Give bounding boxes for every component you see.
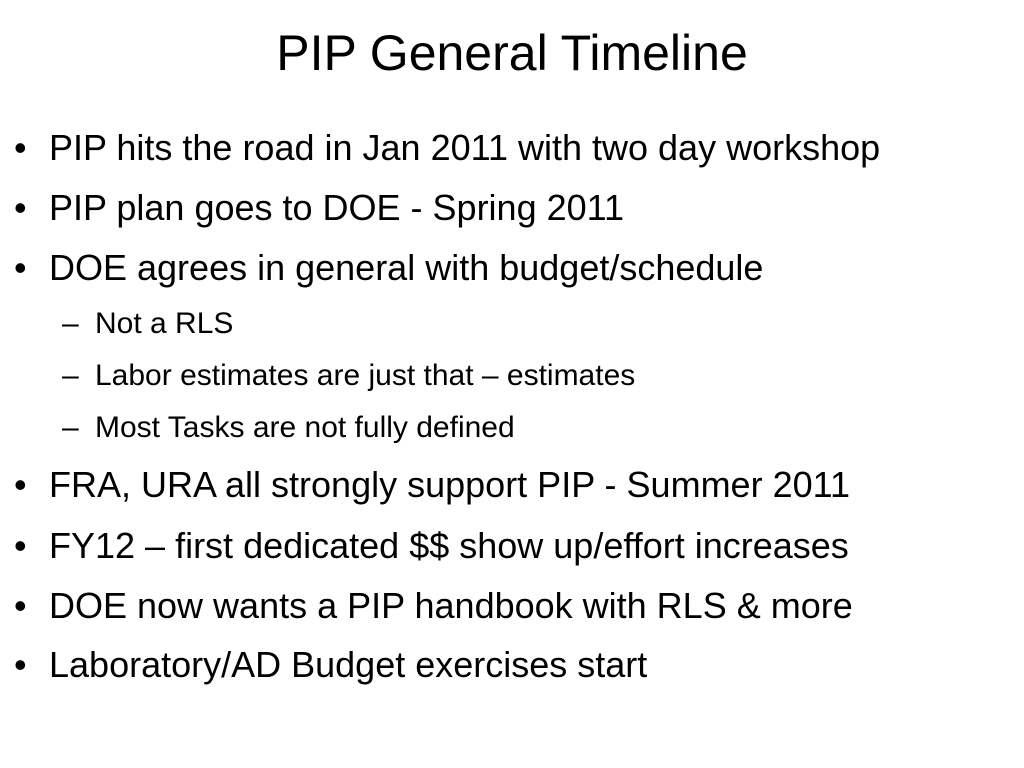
bullet-text: Laboratory/AD Budget exercises start [49,644,648,685]
sub-bullet-text: Not a RLS [95,307,234,340]
bullet-marker: • [14,127,27,168]
bullet-item [14,246,763,290]
bullet-item [14,524,849,568]
sub-bullet-item [62,409,515,447]
sub-bullet-marker: – [62,307,79,340]
bullet-text: DOE agrees in general with budget/schedule [49,247,764,288]
sub-bullet-item [62,357,635,395]
bullet-marker: • [14,525,27,566]
sub-bullet-marker: – [62,359,79,392]
bullet-item [14,186,624,230]
bullet-text: DOE now wants a PIP handbook with RLS & more [49,585,853,626]
sub-bullet-text: Labor estimates are just that – estimates [95,359,636,392]
bullet-item [14,463,850,507]
bullet-text: PIP hits the road in Jan 2011 with two day workshop [49,127,881,168]
bullet-text: FY12 – first dedicated $$ show up/effort increases [49,525,849,566]
bullet-item [14,643,647,687]
sub-bullet-text: Most Tasks are not fully defined [95,411,515,444]
sub-bullet-item [62,305,233,343]
bullet-marker: • [14,247,27,288]
bullet-marker: • [14,187,27,228]
bullet-marker: • [14,464,27,505]
bullet-text: PIP plan goes to DOE - Spring 2011 [49,187,625,228]
bullet-item [14,126,880,170]
bullet-text: FRA, URA all strongly support PIP - Summer 2011 [49,464,850,505]
bullet-item [14,584,853,628]
bullet-marker: • [14,644,27,685]
bullet-marker: • [14,585,27,626]
slide-title: PIP General Timeline [276,25,748,81]
sub-bullet-marker: – [62,411,79,444]
